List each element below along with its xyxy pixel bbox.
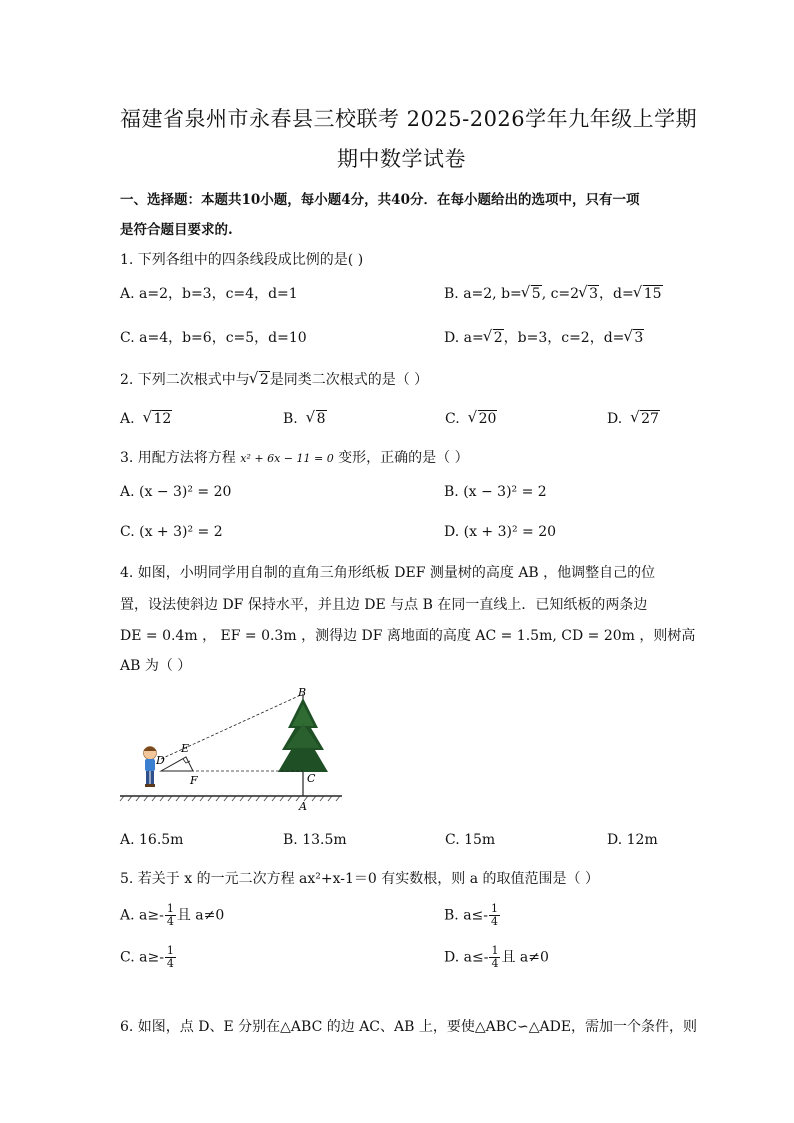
section-heading-line1: 一、选择题：本题共10小题，每小题4分，共40分．在每小题给出的选项中，只有一项 bbox=[120, 192, 640, 208]
label-a: A bbox=[299, 800, 307, 813]
question-5-option-d: D. a≤- $\frac{1}{4}$ 且 a≠0 bbox=[444, 944, 549, 970]
label-e: E bbox=[181, 742, 190, 755]
label-d: D bbox=[156, 754, 165, 767]
exam-title-line2: 期中数学试卷 bbox=[337, 147, 466, 171]
exam-title-line1: 福建省泉州市永春县三校联考 2025-2026学年九年级上学期 bbox=[120, 107, 698, 131]
question-5-stem: 5. 若关于 x 的一元二次方程 ax²+x-1＝0 有实数根，则 a 的取值范围是（ ） bbox=[120, 871, 599, 887]
question-1-option-d: D. a=√ 2，b=3，c=2，d=√ 3 bbox=[444, 327, 644, 347]
question-4-line2: 置，设法使斜边 DF 保持水平，并且边 DE 与点 B 在同一直线上．已知纸板的两条边 bbox=[120, 597, 648, 613]
question-4-line3: DE = 0.4m ， EF = 0.3m ，测得边 DF 离地面的高度 AC = 1.5m, CD = 20m ，则树高 bbox=[120, 628, 696, 644]
question-3-stem: 3. 用配方法将方程 x² + 6x − 11 = 0 变形，正确的是（ ） bbox=[120, 450, 469, 466]
question-2-option-a: A. √ 12 bbox=[120, 411, 172, 427]
label-f: F bbox=[190, 774, 198, 787]
question-1-option-a: A. a=2，b=3，c=4，d=1 bbox=[120, 286, 298, 302]
question-2-option-b: B. √ 8 bbox=[283, 411, 327, 427]
question-3-option-c: C. (x + 3)² = 2 bbox=[120, 524, 223, 540]
question-2-option-c: C. √ 20 bbox=[445, 411, 497, 427]
question-1-option-c: C. a=4，b=6，c=5，d=10 bbox=[120, 330, 307, 346]
question-5-option-c: C. a≥- $\frac{1}{4}$ bbox=[120, 944, 174, 970]
question-5-option-a: A. a≥- $\frac{1}{4}$ 且 a≠0 bbox=[120, 902, 225, 928]
question-3-option-b: B. (x − 3)² = 2 bbox=[444, 484, 547, 500]
child-figure bbox=[144, 747, 157, 788]
question-4-line1: 4. 如图，小明同学用自制的直角三角形纸板 DEF 测量树的高度 AB ，他调整自己的位 bbox=[120, 565, 656, 581]
triangle-def bbox=[161, 757, 193, 771]
question-6-stem: 6. 如图，点 D、E 分别在△ABC 的边 AC、AB 上，要使△ABC∽△ADE，需加一个条件，则 bbox=[120, 1019, 698, 1035]
question-5-option-b: B. a≤- $\frac{1}{4}$ bbox=[444, 902, 498, 928]
question-4-line4: AB 为（ ） bbox=[120, 658, 192, 674]
question-1-option-b: B. a=2, b=√ 5, c=2√ 3，d=√ 15 bbox=[444, 283, 663, 303]
question-3-option-a: A. (x − 3)² = 20 bbox=[120, 484, 232, 500]
label-c: C bbox=[307, 772, 316, 785]
question-4-option-b: B. 13.5m bbox=[283, 832, 347, 848]
section-heading-line2: 是符合题目要求的. bbox=[120, 222, 233, 238]
tree-measurement-figure bbox=[118, 684, 350, 814]
question-1-stem: 1. 下列各组中的四条线段成比例的是( ) bbox=[120, 252, 364, 268]
question-2-option-d: D. √ 27 bbox=[607, 411, 660, 427]
label-b: B bbox=[298, 686, 307, 699]
question-4-option-c: C. 15m bbox=[445, 832, 496, 848]
question-3-option-d: D. (x + 3)² = 20 bbox=[444, 524, 557, 540]
question-4-option-a: A. 16.5m bbox=[120, 832, 184, 848]
question-4-option-d: D. 12m bbox=[607, 832, 658, 848]
question-2-stem: 2. 下列二次根式中与√ 2是同类二次根式的是（ ） bbox=[120, 369, 428, 389]
